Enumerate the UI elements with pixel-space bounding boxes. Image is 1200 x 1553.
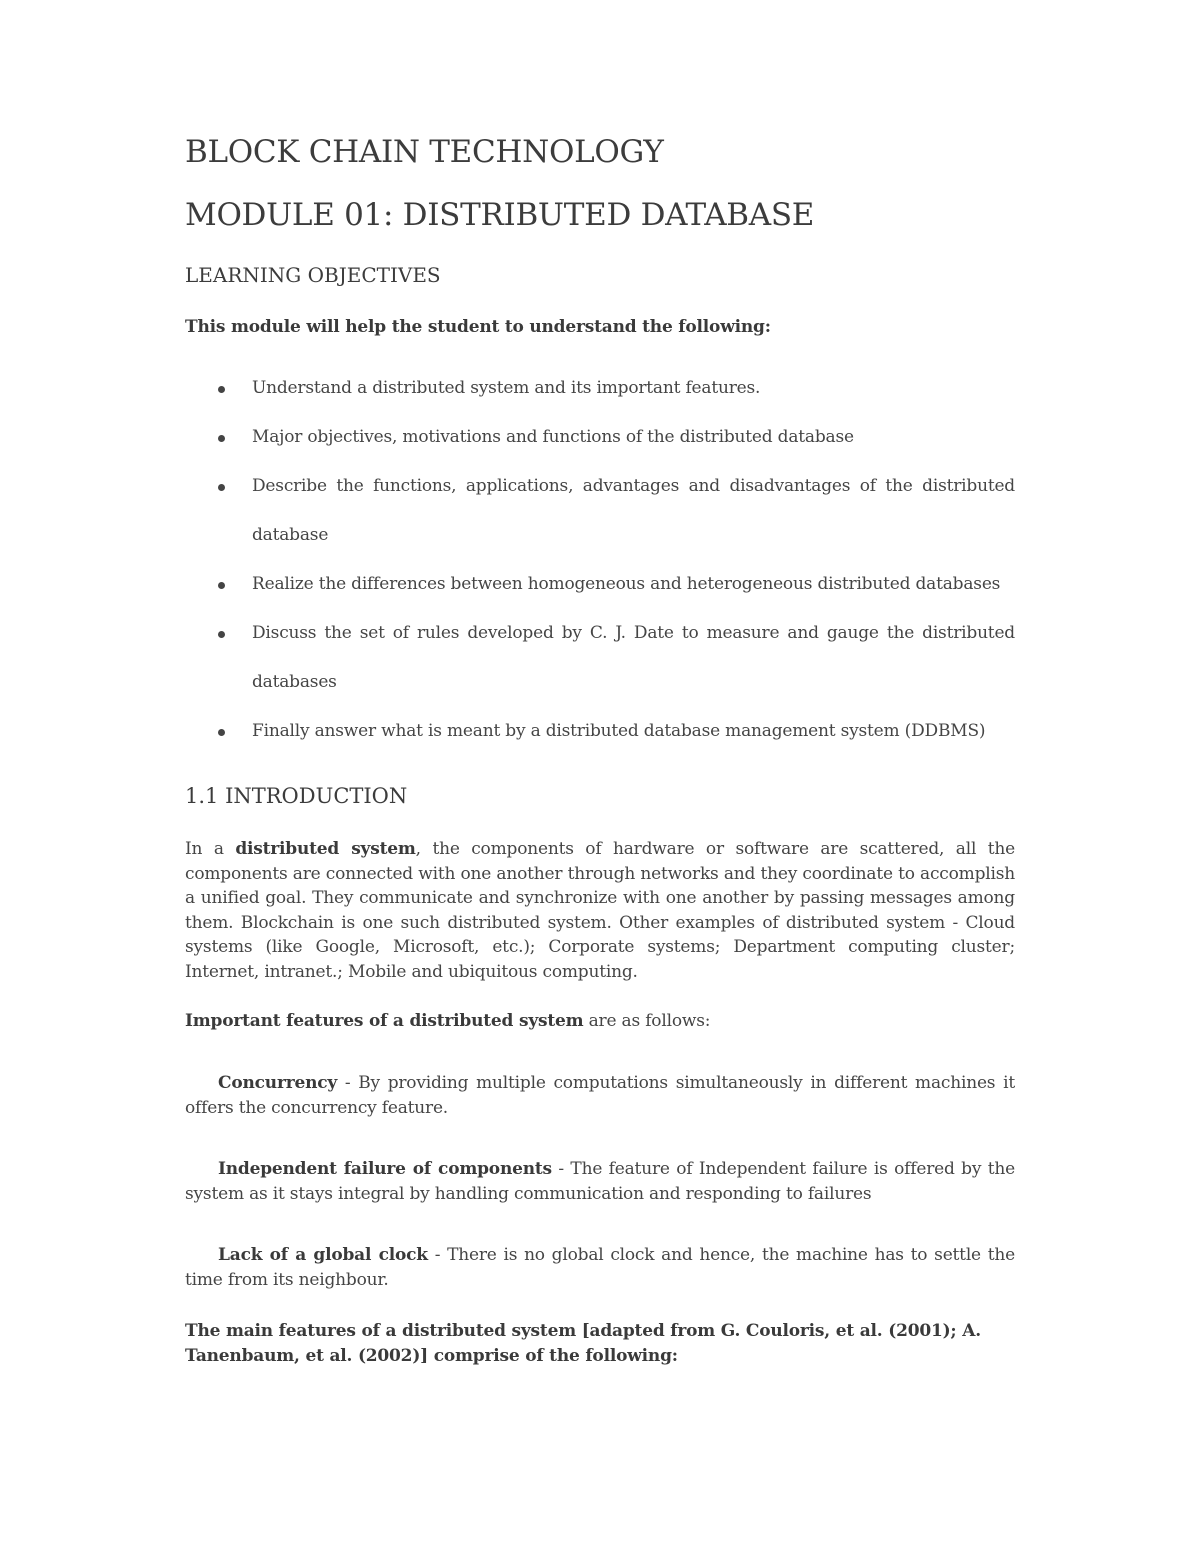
intro-term: distributed system <box>235 839 416 859</box>
intro-body: , the components of hardware or software are scattered, all the components are connected with one another through networks and they coordinate to accomplish a unified goal. They communicate and synchronize with one another by passing messages among them. Blockchain is one such distributed system. Other examples of distributed system - Cloud systems (like Google, Microsoft, etc.); Corporate systems; Department computing cluster; Internet, intranet.; Mobile and ubiquitous computing. <box>185 839 1016 982</box>
module-title: MODULE 01: DISTRIBUTED DATABASE <box>185 197 815 233</box>
bullet-icon <box>218 631 225 638</box>
document-title: BLOCK CHAIN TECHNOLOGY <box>185 134 664 170</box>
feature-paragraph <box>185 1157 1015 1206</box>
features-heading-rest: are as follows: <box>583 1011 711 1031</box>
bullet-icon <box>218 484 225 491</box>
feature-term: Independent failure of components <box>218 1159 552 1179</box>
bullet-icon <box>218 729 225 736</box>
objective-text: Describe the functions, applications, advantages and disadvantages of the distributed database <box>252 476 1015 545</box>
section-heading-learning-objectives: LEARNING OBJECTIVES <box>185 263 441 287</box>
objectives-lead: This module will help the student to understand the following: <box>185 317 771 337</box>
objective-text: Understand a distributed system and its important features. <box>252 378 761 398</box>
objective-text: Major objectives, motivations and functions of the distributed database <box>252 427 854 447</box>
objective-item <box>185 609 1015 707</box>
objective-text: Finally answer what is meant by a distributed database management system (DDBMS) <box>252 721 986 741</box>
features-heading-bold: Important features of a distributed system <box>185 1011 584 1031</box>
feature-term: Concurrency <box>218 1073 338 1093</box>
objective-item <box>185 413 1015 462</box>
objective-item <box>185 560 1015 609</box>
feature-term: Lack of a global clock <box>218 1245 428 1265</box>
objective-item <box>185 364 1015 413</box>
objectives-list <box>185 364 1015 756</box>
feature-text: - The feature of Independent failure is offered by the system as it stays integral by handling communication and responding to failures <box>185 1159 1015 1204</box>
introduction-heading: 1.1 INTRODUCTION <box>185 784 408 808</box>
bullet-icon <box>218 386 225 393</box>
objective-item <box>185 462 1015 560</box>
feature-text: - By providing multiple computations simultaneously in different machines it offers the concurrency feature. <box>185 1073 1015 1118</box>
introduction-paragraph <box>185 837 1015 984</box>
objective-item <box>185 707 1015 756</box>
objective-text: Discuss the set of rules developed by C. J. Date to measure and gauge the distributed databases <box>252 623 1015 692</box>
feature-paragraph <box>185 1243 1015 1292</box>
bullet-icon <box>218 435 225 442</box>
feature-paragraph <box>185 1071 1015 1120</box>
feature-text: - There is no global clock and hence, the machine has to settle the time from its neighbour. <box>185 1245 1015 1290</box>
features-heading <box>185 1009 1015 1034</box>
intro-prefix: In a <box>185 839 236 859</box>
main-features-heading: The main features of a distributed system [adapted from G. Couloris, et al. (2001); A. Tanenbaum, et al. (2002)] comprise of the following: <box>185 1321 981 1366</box>
objective-text: Realize the differences between homogeneous and heterogeneous distributed databases <box>252 574 1001 594</box>
bullet-icon <box>218 582 225 589</box>
